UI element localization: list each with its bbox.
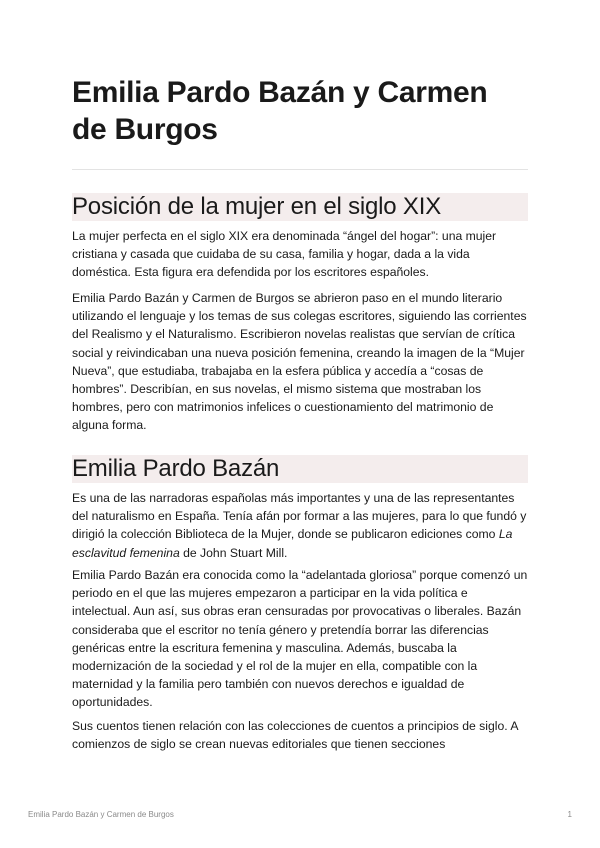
paragraph: Sus cuentos tienen relación con las colecciones de cuentos a principios de siglo. A comienzos de siglo se crean nuevas editoriales que tienen secciones [72,719,518,752]
section-heading-emilia: Emilia Pardo Bazán [72,455,528,483]
footer-title: Emilia Pardo Bazán y Carmen de Burgos [28,810,174,819]
page-number: 1 [567,810,572,819]
section-heading-posicion: Posición de la mujer en el siglo XIX [72,193,528,221]
book-title: La esclavitud femenina [72,527,513,560]
paragraph [72,489,528,562]
document-title: Emilia Pardo Bazán y Carmen de Burgos [72,76,488,146]
paragraph: Emilia Pardo Bazán era conocida como la “adelantada gloriosa” porque comenzó un periodo en el que las mujeres empezaron a participar en la vida política e intelectual. Aun así, sus obras eran censuradas por provocativas o liberales. Bazán consideraba que el escritor no tenía género y pretendía borrar las diferencias genéricas entre la escritura femenina y masculina. Además, buscaba la modernización de la sociedad y el rol de la mujer en ella, compatible con la maternidad y la familia pero también con nuevos derechos e igualdad de oportunidades. [72,568,528,710]
title-divider [72,169,528,170]
paragraph: Emilia Pardo Bazán y Carmen de Burgos se abrieron paso en el mundo literario utilizando el lenguaje y los temas de sus colegas escritores, siguiendo las corrientes del Realismo y el Naturalismo. Escribieron novelas realistas que servían de crítica social y reivindicaban una nueva posición femenina, creando la imagen de la “Mujer Nueva”, que estudiaba, trabajaba en la esfera pública y accedía a “cosas de hombres”. Describían, en sus novelas, el mismo sistema que mostraban los hombres, pero con matrimonios infelices o cuestionamiento del matrimonio de alguna forma. [72,291,527,433]
paragraph-text: de John Stuart Mill. [179,545,288,560]
paragraph: La mujer perfecta en el siglo XIX era denominada “ángel del hogar”: una mujer cristiana y casada que cuidaba de su casa, familia y hogar, dada a la vida doméstica. Esta figura era defendida por los escritores españoles. [72,229,497,280]
paragraph-text: Es una de las narradoras españolas más importantes y una de las representantes del naturalismo en España. Tenía afán por formar a las mujeres, para lo que fundó y dirigió la colección Biblioteca de la Mujer, donde se publicaron ediciones como [72,491,527,542]
